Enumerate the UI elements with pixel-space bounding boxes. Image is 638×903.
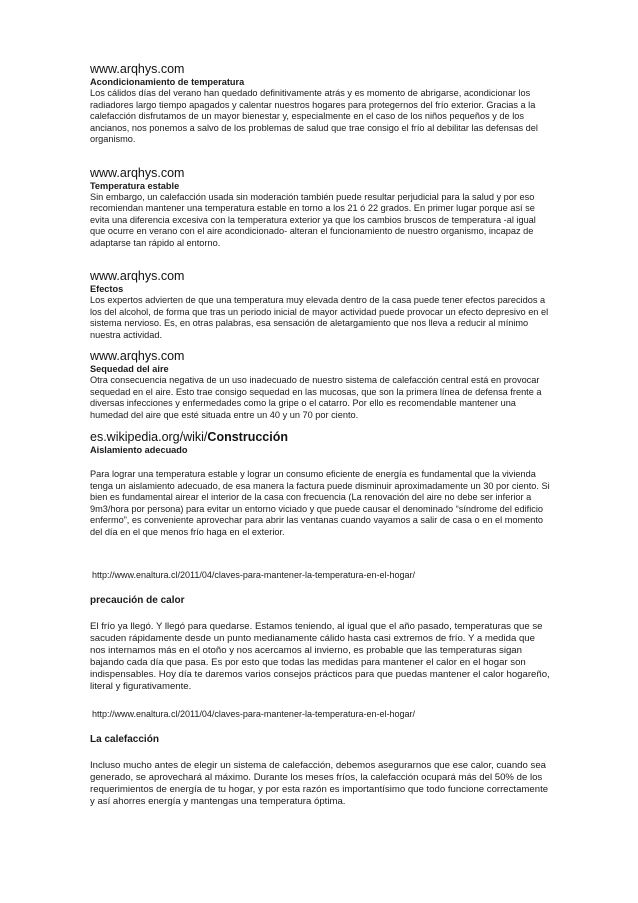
section-body: Sin embargo, un calefacción usada sin moderación también puede resultar perjudicial para la salud y por eso recomiendan mantener una temperatura estable en torno a los 21 ó 22 grados. En primer lugar porque así se evita una diferencia excesiva con la temperatura exterior ya que los cambios bruscos de temperatura -al igual que ocurre en verano con el aire acondicionado- alteran el funcionamiento de nuestro organismo, incapaz de adaptarse tan rápido al entorno. — [90, 191, 536, 248]
section-efectos — [90, 269, 550, 341]
section-temperatura-estable — [90, 166, 550, 250]
source-url: http://www.enaltura.cl/2011/04/claves-para-mantener-la-temperatura-en-el-hogar/ — [92, 570, 415, 580]
source-site: www.arqhys.com — [90, 349, 185, 363]
source-site: www.arqhys.com — [90, 269, 185, 283]
section-acondicionamiento — [90, 62, 550, 146]
source-url: http://www.enaltura.cl/2011/04/claves-para-mantener-la-temperatura-en-el-hogar/ — [92, 709, 415, 719]
source-site-strong: Construcción — [207, 430, 288, 444]
section-la-calefaccion — [90, 709, 550, 808]
section-precaucion-calor — [90, 570, 550, 693]
section-body: Los cálidos días del verano han quedado definitivamente atrás y es momento de abrigarse, acondicionar los radiadores largo tiempo apagados y calentar nuestros hogares para protegernos del frío exterior. Gracias a la calefacción disfrutamos de un mayor bienestar y, especialmente en el caso de los niños pequeños y de los ancianos, nos ponemos a salvo de los problemas de salud que trae consigo el frío al debilitar las defensas del organismo. — [90, 88, 538, 144]
section-sequedad — [90, 349, 550, 421]
source-site: www.arqhys.com — [90, 62, 185, 76]
section-body: Incluso mucho antes de elegir un sistema de calefacción, debemos asegurarnos que ese calor, cuando sea generado, se aprovechará al máximo. Durante los meses fríos, la calefacción ocupará más del 50% de los requerimientos de energía de tu hogar, y por esta razón es importantísimo que todo funcione correctamente y así ahorres energía y mantengas una temperatura óptima. — [90, 760, 549, 807]
section-body: El frío ya llegó. Y llegó para quedarse. Estamos teniendo, al igual que el año pasado, temperaturas que se sacuden rápidamente desde un punto medianamente cálido hasta casi extremos de frío. Y a medida que nos internamos más en el otoño y nos acercamos al invierno, es probable que las temperaturas sigan bajando cada día que pasa. Es por esto que todas las medidas para mantener el calor en el hogar son indispensables. Hoy día te daremos varios consejos prácticos para que puedas mantener el calor hogareño, literal y figurativamente. — [90, 621, 550, 692]
section-body: Los expertos advierten de que una temperatura muy elevada dentro de la casa puede tener efectos parecidos a los del alcohol, de forma que tras un periodo inicial de mayor actividad puede provocar un efecto depresivo en el sistema nervioso. Es, en otras palabras, esa sensación de aletargamiento que nos lleva a reducir al mínimo nuestra actividad. — [90, 295, 549, 340]
section-heading: Acondicionamiento de temperatura — [90, 77, 245, 87]
section-heading: precaución de calor — [90, 595, 185, 606]
section-heading: La calefacción — [90, 734, 159, 745]
section-heading: Sequedad del aire — [90, 364, 169, 374]
section-body: Para lograr una temperatura estable y lograr un consumo eficiente de energía es fundamental que la vivienda tenga un aislamiento adecuado, de esa manera la factura puede disminuir aproximadamente un 30 por ciento. Si bien es fundamental airear el interior de la casa con frecuencia (La renovación del aire no debe ser inferior a 9m3/hora por persona) para evitar un entorno viciado y que puede causar el denominado “síndrome del edificio enfermo”, es conveniente aprovechar para abrir las ventanas cuando vayamos a salir de casa o en el momento del día en el que menos frío haga en el exterior. — [90, 469, 550, 537]
section-body: Otra consecuencia negativa de un uso inadecuado de nuestro sistema de calefacción central está en provocar sequedad en el aire. Esto trae consigo sequedad en las mucosas, que son la primera línea de defensa frente a diversas infecciones y enfermedades como la gripe o el catarro. Por ello es recomendable mantener una humedad del aire que esté situada entre un 40 y un 70 por ciento. — [90, 375, 542, 420]
section-aislamiento — [90, 430, 550, 538]
source-site: www.arqhys.com — [90, 165, 185, 180]
section-heading: Efectos — [90, 284, 124, 294]
section-heading: Aislamiento adecuado — [90, 445, 188, 455]
source-site-prefix: es.wikipedia.org/wiki/ — [90, 430, 208, 444]
section-heading: Temperatura estable — [90, 180, 180, 191]
document-page — [90, 62, 550, 808]
source-site — [90, 430, 550, 445]
